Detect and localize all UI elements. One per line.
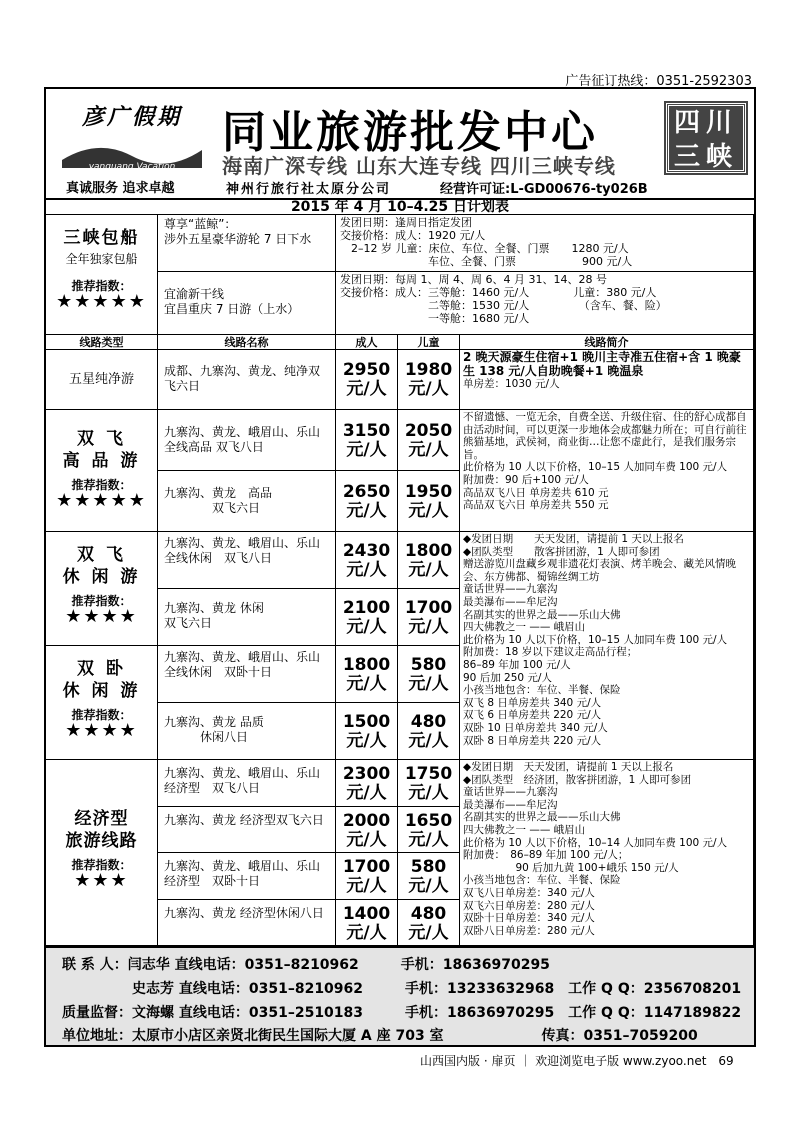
rec-label: 推荐指数：: [71, 708, 132, 722]
adult-price: 2650 元/人: [336, 471, 398, 532]
rec-label: 推荐指数：: [71, 594, 132, 608]
rating-stars: ★★★★★: [56, 490, 147, 511]
category-high-grade: [46, 410, 158, 532]
category-five-star: 五星纯净游: [46, 350, 158, 410]
adult-price: 2000 元/人: [336, 807, 398, 853]
adult-price: 2300 元/人: [336, 760, 398, 807]
route-cell: 九寨沟、黄龙、峨眉山、乐山 经济型 双飞八日: [158, 760, 336, 807]
cruise-cat-sub: 全年独家包船: [65, 252, 138, 266]
rec-label: 推荐指数：: [71, 858, 132, 872]
cruise-route-1: 尊享“蓝鲸”： 涉外五星豪华游轮 7 日下水: [158, 215, 336, 272]
contact-row-2: 史志芳 直线电话：0351–8210962 手机：13233632968 工作 Q Q：2356708201: [62, 981, 742, 997]
cruise-route-2: 宜渝新干线 宜昌重庆 7 日游（上水）: [158, 272, 336, 335]
contact-row-4: 单位地址：太原市小店区亲贤北街民生国际大厦 A 座 703 室 传真：0351–7059200: [62, 1028, 698, 1044]
page-title: 同业旅游批发中心: [222, 107, 598, 158]
adult-price: 1700 元/人: [336, 853, 398, 900]
child-price: 1980 元/人: [398, 350, 460, 410]
intro-five-star: 2 晚天源豪生住宿+1 晚川主寺准五住宿+含 1 晚豪生 138 元/人自助晚餐+1 晚温泉 单房差：1030 元/人: [460, 350, 754, 410]
route-cell: 九寨沟、黄龙、峨眉山、乐山全线高品 双飞八日: [158, 410, 336, 471]
ad-hotline: 广告征订热线：0351-2592303: [565, 74, 752, 89]
adult-price: 1500 元/人: [336, 703, 398, 760]
route-cell: 九寨沟、黄龙 休闲 双飞六日: [158, 589, 336, 646]
col-intro: 线路简介: [460, 335, 754, 350]
rating-stars: ★★★★: [65, 606, 138, 627]
route-cell: 九寨沟、黄龙 经济型双飞六日: [158, 807, 336, 853]
rec-label: 推荐指数：: [71, 478, 132, 492]
page-footer: 山西国内版 · 扉页 ｜ 欢迎浏览电子版 www.zyoo.net 69: [420, 1054, 734, 1068]
adult-price: 2950 元/人: [336, 350, 398, 410]
logo-text: 彦广假期: [81, 104, 182, 130]
route-cell: 九寨沟、黄龙、峨眉山、乐山 经济型 双卧十日: [158, 853, 336, 900]
logo-sub: yanguang Vacation: [88, 162, 176, 172]
col-name: 线路名称: [158, 335, 336, 350]
rating-stars: ★★★★: [65, 720, 138, 741]
adult-price: 1400 元/人: [336, 900, 398, 946]
category-fly-leisure: [46, 532, 158, 646]
category-name: 双 飞 休 闲 游: [62, 545, 141, 587]
company-name: 神州行旅行社太原分公司: [226, 182, 392, 197]
child-price: 580 元/人: [398, 646, 460, 703]
adult-price: 3150 元/人: [336, 410, 398, 471]
intro-leisure: ◆发团日期 天天发团，请提前 1 天以上报名 ◆团队类型 散客拼团游，1 人即可参团 赠送游览川盘藏乡观非遗花灯表演、烤羊晚会、藏羌风情晚会、东方佛都、蜀锦丝绸工坊 童话世界——九寨沟 最美瀑布——牟尼沟 名副其实的世界之最——乐山大佛 四大佛教之一 —— 峨眉山 此价格为 10 人以下价格，10–15 人加同车费 100 元/人 附加费：18 岁以下建议走高品行程； 86–89 年加 100 元/人 90 后加 250 元/人 小孩当地包含：车位、半餐、保险 双飞 8 日单房差共 340 元/人 双飞 6 日单房差共 220 元/人 双卧 10 日单房差共 340 元/人 双卧 8 日单房差共 220 元/人: [460, 532, 754, 760]
contact-row-3: 质量监督：文海螺 直线电话：0351–2510183 手机：18636970295 工作 Q Q：1147189822: [62, 1005, 742, 1021]
intro-high-grade: 不留遗憾、一览无余，自费全送、升级住宿、住的舒心成都自由活动时间，可以更深一步地体会成都魅力所在；可自行前往熊猫基地，武侯祠，商业街…让您不虚此行，是我们服务宗旨。 此价格为 10 人以下价格，10–15 人加同车费 100 元/人 附加费：90 后+100 元/人 高品双飞八日 单房差共 610 元 高品双飞六日 单房差共 550 元: [460, 410, 754, 532]
cruise-info-1: 发团日期：逢周日指定发团 交接价格：成人：1920 元/人 2–12 岁 儿童：床位、车位、全餐、门票 1280 元/人 车位、全餐、门票 900 元/人: [336, 215, 754, 272]
cruise-info-2: 发团日期：每周 1、周 4、周 6、4 月 31、14、28 号 交接价格：成人：三等舱：1460 元/人 儿童：380 元/人 二等舱：1530 元/人 （含车、餐、险） 一等舱：1680 元/人: [336, 272, 754, 335]
category-sleeper-leisure: [46, 646, 158, 760]
cruise-cat-name: 三峡包船: [63, 228, 140, 248]
category-name: 经济型 旅游线路: [65, 809, 138, 851]
category-name: 双 飞 高 品 游: [62, 429, 141, 471]
specialty-lines: 海南广深专线 山东大连专线 四川三峡专线: [222, 154, 616, 178]
plan-title: 2015 年 4 月 10–4.25 日计划表: [46, 198, 754, 215]
badge-line-1: 四川: [673, 108, 738, 138]
col-child: 儿童: [398, 335, 460, 350]
contact-row-1: 联 系 人：闫志华 直线电话：0351–8210962 手机：18636970295: [62, 957, 550, 973]
slogan: 真诚服务 追求卓越: [66, 181, 175, 196]
child-price: 1650 元/人: [398, 807, 460, 853]
adult-price: 2430 元/人: [336, 532, 398, 589]
child-price: 1750 元/人: [398, 760, 460, 807]
region-badge: [666, 103, 746, 173]
child-price: 480 元/人: [398, 703, 460, 760]
contact-panel: [44, 946, 756, 1047]
child-price: 1700 元/人: [398, 589, 460, 646]
route-cell: 九寨沟、黄龙、峨眉山、乐山 全线休闲 双飞八日: [158, 532, 336, 589]
rating-stars: ★★★: [74, 870, 129, 891]
route-cell: 九寨沟、黄龙、峨眉山、乐山 全线休闲 双卧十日: [158, 646, 336, 703]
route-cell: 九寨沟、黄龙 品质 休闲八日: [158, 703, 336, 760]
license-number: 经营许可证:L-GD00676-ty026B: [440, 182, 648, 197]
col-adult: 成人: [336, 335, 398, 350]
adult-price: 1800 元/人: [336, 646, 398, 703]
adult-price: 2100 元/人: [336, 589, 398, 646]
child-price: 1800 元/人: [398, 532, 460, 589]
route-cell: 九寨沟、黄龙 经济型休闲八日: [158, 900, 336, 946]
cruise-category: [46, 215, 158, 335]
col-type: 线路类型: [46, 335, 158, 350]
route-cell: 九寨沟、黄龙 高品 双飞六日: [158, 471, 336, 532]
child-price: 2050 元/人: [398, 410, 460, 471]
cruise-stars: ★★★★★: [56, 291, 147, 312]
child-price: 480 元/人: [398, 900, 460, 946]
category-name: 双 卧 休 闲 游: [62, 659, 141, 701]
route-cell: 成都、九寨沟、黄龙、纯净双飞六日: [158, 350, 336, 410]
badge-line-2: 三峡: [673, 142, 738, 172]
intro-economy: ◆发团日期 天天发团，请提前 1 天以上报名 ◆团队类型 经济团，散客拼团游，1 人即可参团 童话世界——九寨沟 最美瀑布——牟尼沟 名副其实的世界之最——乐山大佛 四大佛教之一 —— 峨眉山 此价格为 10 人以下价格，10–14 人加同车费 100 元/人 附加费： 86–89 年加 100 元/人； 90 后加九黄 100+峨乐 150 元/人 小孩当地包含：车位、半餐、保险 双飞八日单房差：340 元/人 双飞六日单房差：280 元/人 双卧十日单房差：340 元/人 双卧八日单房差：280 元/人: [460, 760, 754, 946]
child-price: 580 元/人: [398, 853, 460, 900]
child-price: 1950 元/人: [398, 471, 460, 532]
cruise-rec-label: 推荐指数：: [71, 279, 132, 293]
category-economy: [46, 760, 158, 946]
